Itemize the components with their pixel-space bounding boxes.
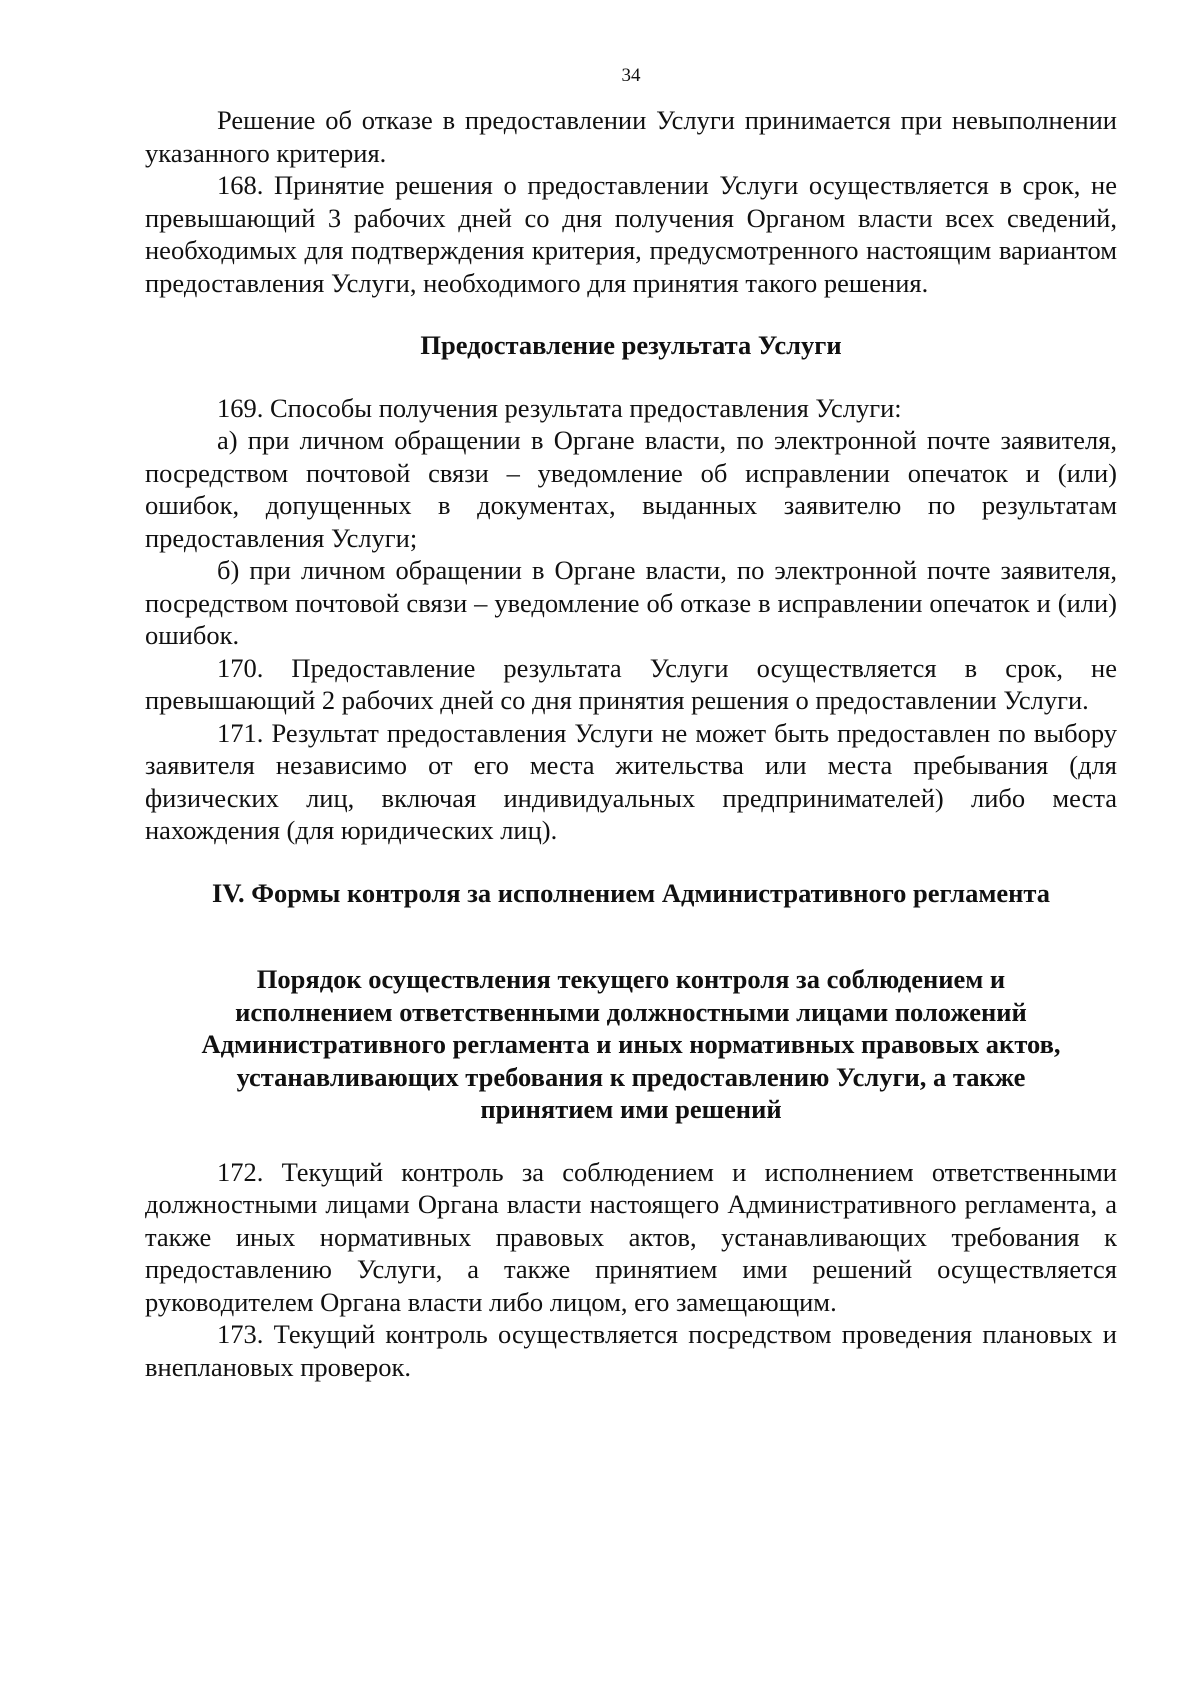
paragraph-168: 168. Принятие решения о предоставлении Услуги осуществляется в срок, не превышающий 3 рабочих дней со дня получения Органом власти всех сведений, необходимых для подтверждения критерия, предусмотренного настоящим вариантом предоставления Услуги, необходимого для принятия такого решения. bbox=[145, 170, 1117, 298]
heading-current-control-line-5: принятием ими решений bbox=[480, 1094, 782, 1124]
heading-current-control bbox=[145, 963, 1117, 1126]
heading-result-provision: Предоставление результата Услуги bbox=[420, 330, 842, 360]
heading-section-iv: IV. Формы контроля за исполнением Административного регламента bbox=[212, 877, 1050, 908]
paragraph-refusal-decision: Решение об отказе в предоставлении Услуги принимается при невыполнении указанного критерия. bbox=[145, 105, 1117, 168]
heading-current-control-line-1: Порядок осуществления текущего контроля за соблюдением и bbox=[256, 964, 1006, 994]
paragraph-169-b: б) при личном обращении в Органе власти, по электронной почте заявителя, посредством почтовой связи – уведомление об отказе в исправлении опечаток и (или) ошибок. bbox=[145, 555, 1117, 650]
heading-current-control-line-3: Административного регламента и иных нормативных правовых актов, bbox=[201, 1029, 1061, 1059]
paragraph-169-a: а) при личном обращении в Органе власти, по электронной почте заявителя, посредством почтовой связи – уведомление об исправлении опечаток и (или) ошибок, допущенных в документах, выданных заявителю по результатам предоставления Услуги; bbox=[145, 425, 1117, 553]
paragraph-170: 170. Предоставление результата Услуги осуществляется в срок, не превышающий 2 рабочих дней со дня принятия решения о предоставлении Услуги. bbox=[145, 652, 1117, 715]
paragraph-169: 169. Способы получения результата предоставления Услуги: bbox=[217, 392, 902, 423]
heading-current-control-line-2: исполнением ответственными должностными лицами положений bbox=[235, 996, 1027, 1027]
heading-current-control-line-4: устанавливающих требования к предоставлению Услуги, а также bbox=[236, 1061, 1026, 1092]
page-number: 34 bbox=[621, 65, 641, 86]
paragraph-173: 173. Текущий контроль осуществляется посредством проведения плановых и внеплановых проверок. bbox=[145, 1319, 1117, 1382]
document-page bbox=[145, 64, 1117, 1383]
paragraph-172: 172. Текущий контроль за соблюдением и исполнением ответственными должностными лицами Органа власти настоящего Административного регламента, а также иных нормативных правовых актов, устанавливающих требования к предоставлению Услуги, а также принятием ими решений осуществляется руководителем Органа власти либо лицом, его замещающим. bbox=[145, 1156, 1117, 1317]
paragraph-171: 171. Результат предоставления Услуги не может быть предоставлен по выбору заявителя независимо от его места жительства или места пребывания (для физических лиц, включая индивидуальных предпринимателей) либо места нахождения (для юридических лиц). bbox=[145, 717, 1117, 845]
